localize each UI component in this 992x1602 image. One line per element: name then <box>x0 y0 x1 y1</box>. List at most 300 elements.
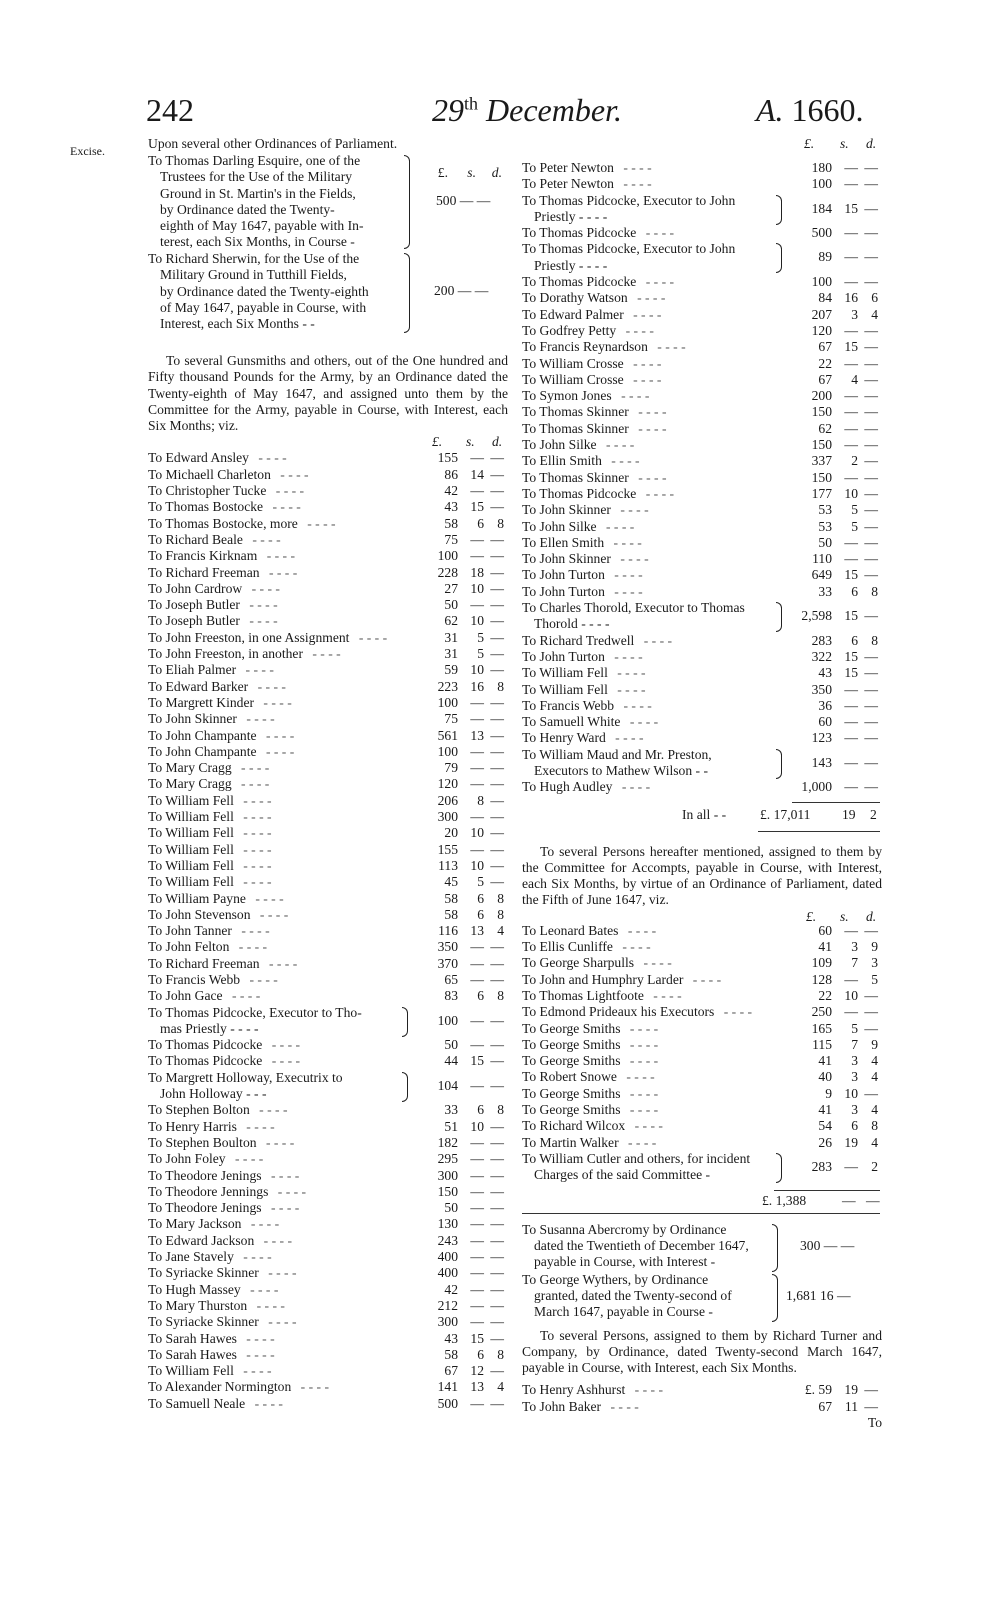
leader-dashes: - - - - <box>626 1020 659 1036</box>
entry-amount: 43 15 — <box>818 665 878 681</box>
leader-dashes: - - - - <box>297 1379 329 1395</box>
leader-dashes: - - - - <box>618 779 651 795</box>
entry-amount: 60 — — <box>818 714 878 730</box>
leader-dashes: - - - - <box>239 874 272 890</box>
payee-name: To Thomas Pidcocke <box>148 1053 263 1069</box>
leader-dashes: - - - - <box>620 697 652 713</box>
entry-line: To Thomas Pidcocke, Executor to John <box>522 241 736 257</box>
entry-line: To Richard Sherwin, for the Use of the <box>148 251 360 266</box>
ledger-row <box>148 891 508 907</box>
payee-name: To Godfrey Petty <box>522 322 617 338</box>
leader-dashes: - - - - <box>642 485 675 501</box>
ledger-row <box>148 581 508 597</box>
ledger-row <box>148 499 508 515</box>
entry-amount: 350 — — <box>437 939 504 955</box>
entry-line: by Ordinance dated the Twenty-eighth <box>160 283 369 299</box>
payee-name: To George Smiths <box>522 1102 621 1118</box>
leader-dashes: - - - - <box>607 453 640 469</box>
payee-name: To John Silke <box>522 518 597 534</box>
ledger-row <box>148 1037 508 1053</box>
payee-name: To Ellen Smith <box>522 534 605 550</box>
entry-amount: 50 — — <box>818 534 878 550</box>
leader-dashes: - - - - <box>248 531 281 547</box>
ordinance-sherwin-amount: 200 — — <box>434 283 489 298</box>
ledger-row <box>522 665 882 681</box>
entry-amount: £. 59 19 — <box>804 1382 878 1398</box>
date-day: 29 <box>432 92 464 128</box>
ledger-row <box>522 323 882 339</box>
left-col-heads: £. s. d. <box>432 434 503 450</box>
catchword: To <box>867 1415 882 1430</box>
entry-amount: 40 3 4 <box>818 1069 878 1085</box>
payee-name: To Sarah Hawes <box>148 1330 237 1346</box>
entry-amount: 62 10 — <box>444 613 504 629</box>
braced-entry <box>522 193 882 226</box>
ledger-row <box>522 274 882 290</box>
leader-dashes: - - - - <box>308 646 341 662</box>
payee-name: To William Crosse <box>522 355 624 371</box>
entry-line: payable in Course, with Interest - <box>534 1254 716 1270</box>
payee-name: To Martin Walker <box>522 1134 619 1150</box>
leader-dashes: - - - - <box>265 564 298 580</box>
ledger-row <box>148 1151 508 1167</box>
ledger-row <box>148 1216 508 1232</box>
payee-name: To John Skinner <box>522 551 611 567</box>
ledger-row <box>148 548 508 564</box>
entry-amount: 41 3 9 <box>818 939 878 955</box>
payee-name: To Edward Jackson <box>148 1232 255 1248</box>
ledger-row <box>148 956 508 972</box>
ledger-row <box>148 972 508 988</box>
entry-amount: 50 — — <box>444 597 504 613</box>
ledger-row <box>522 698 882 714</box>
payee-name: To Thomas Skinner <box>522 404 629 420</box>
right-col-heads: £. s. d. <box>804 136 877 151</box>
ledger-row <box>522 567 882 583</box>
entry-line: granted, dated the Twenty-second of <box>534 1287 732 1303</box>
entry-amount: 150 — — <box>811 469 878 485</box>
payee-name: To Stephen Bolton <box>148 1102 250 1118</box>
entry-line: Executors to Mathew Wilson - - <box>534 762 708 778</box>
entry-amount: 322 15 — <box>811 648 878 664</box>
entry-amount: 116 13 4 <box>438 923 504 939</box>
leader-dashes: - - - - <box>255 1102 288 1118</box>
leader-dashes: - - - - <box>239 841 272 857</box>
payee-name: To William Fell <box>148 809 234 825</box>
leader-dashes: - - - - <box>631 1118 663 1134</box>
payee-name: To Leonard Bates <box>522 922 619 938</box>
entry-amount: 300 — — <box>437 1167 504 1183</box>
leader-dashes: - - - - <box>239 1249 272 1265</box>
payee-name: To Dorathy Watson <box>522 290 628 306</box>
payee-name: To William Fell <box>148 841 234 857</box>
payee-name: To Thomas Pidcocke <box>522 274 637 290</box>
leader-dashes: - - - - <box>610 534 642 550</box>
ledger-row <box>148 630 508 646</box>
ledger-row <box>522 682 882 698</box>
ledger-row <box>148 1200 508 1216</box>
ledger-row <box>148 532 508 548</box>
payee-name: To Sarah Hawes <box>148 1346 237 1362</box>
leader-dashes: - - - - <box>610 583 643 599</box>
ledger-row <box>522 290 882 306</box>
leader-dashes: - - - - <box>640 632 673 648</box>
payee-name: To Thomas Pidcocke <box>148 1037 263 1053</box>
leader-dashes: - - - - <box>626 1102 659 1118</box>
payee-name: To Peter Newton <box>522 160 614 175</box>
braced-entry <box>522 600 882 633</box>
entry-amount: 58 6 8 <box>444 515 504 531</box>
ledger-row <box>148 1184 508 1200</box>
payee-name: To Alexander Normington <box>148 1379 292 1395</box>
leader-dashes: - - - - <box>355 629 388 645</box>
ledger-row <box>148 988 508 1004</box>
leader-dashes: - - - - <box>239 1363 272 1379</box>
payee-name: To Thomas Bostocke <box>148 499 264 515</box>
payee-name: To Edward Ansley <box>148 450 249 466</box>
leader-dashes: - - - - <box>602 437 635 453</box>
payee-name: To Richard Freeman <box>148 564 260 580</box>
entry-amount: 41 3 4 <box>818 1102 878 1118</box>
braced-entry <box>148 1070 508 1103</box>
payee-name: To Samuell White <box>522 714 621 730</box>
entry-line: of May 1647, payable in Course, with <box>160 299 367 315</box>
entry-amount: 100 — — <box>811 274 878 290</box>
leader-dashes: - - - - <box>242 1118 275 1134</box>
ledger-row <box>522 972 882 988</box>
leader-dashes: - - - - <box>267 1167 300 1183</box>
committee-paragraph: To several Persons hereafter mentioned, assigned to them by the Committee for Accompts, payable in Course, with Interest, each Six Months, by virtue of an Ordinance of Parliament, dated the Fifth of June 1647, viz. <box>522 843 882 908</box>
entry-amount: 228 18 — <box>437 564 504 580</box>
wythers-amount: 1,681 16 — <box>786 1287 851 1303</box>
entry-amount: 42 — — <box>444 483 504 499</box>
payee-name: To Peter Newton <box>522 176 614 192</box>
ordinance-sherwin <box>148 251 508 335</box>
entry-amount: 2,598 15 — <box>801 608 878 624</box>
entry-line: To William Cutler and others, for incident <box>522 1150 751 1166</box>
gunsmith-paragraph: To several Gunsmiths and others, out of the One hundred and Fifty thousand Pounds for the Army, by an Ordinance dated the Twenty-eighth of May 1647, and assigned unto them by the Committee for the Army, payable in Course, with Interest, each Six Months; viz. <box>148 353 508 434</box>
entry-amount: 9 10 — <box>825 1085 878 1101</box>
ledger-row <box>522 1399 882 1415</box>
ledger-row <box>522 779 882 795</box>
leader-dashes: - - - - <box>619 160 652 175</box>
payee-name: To William Fell <box>522 665 608 681</box>
leader-dashes: - - - - <box>260 694 292 710</box>
payee-name: To Thomas Skinner <box>522 420 629 436</box>
ledger-row <box>522 1382 882 1398</box>
year-value: 1660. <box>791 92 864 128</box>
entry-amount: 283 6 8 <box>811 632 878 648</box>
entry-line: To Thomas Darling Esquire, one of the <box>148 153 361 168</box>
payee-name: To Theodore Jenings <box>148 1167 262 1183</box>
leader-dashes: - - - - <box>253 1297 285 1313</box>
entry-amount: 59 10 — <box>444 662 504 678</box>
ledger-row <box>522 1053 882 1069</box>
entry-amount: 143 — — <box>811 754 878 770</box>
ledger-row <box>148 646 508 662</box>
in-all-total: In all - - £. 17,011 19 2 <box>682 806 877 822</box>
entry-amount: 58 6 8 <box>444 890 504 906</box>
ledger-row <box>148 695 508 711</box>
entry-line: To Margrett Holloway, Executrix to <box>148 1069 343 1085</box>
entry-amount: 100 — — <box>437 694 504 710</box>
ledger-row <box>148 1331 508 1347</box>
leader-dashes: - - - - <box>624 1134 657 1150</box>
leader-dashes: - - - - <box>689 971 722 987</box>
entry-amount: 337 2 — <box>811 453 878 469</box>
ledger-row <box>148 1102 508 1118</box>
payee-name: To Richard Freeman <box>148 955 260 971</box>
leader-dashes: - - - - <box>237 776 270 792</box>
entry-amount: 33 6 8 <box>818 583 878 599</box>
entry-amount: 350 — — <box>811 681 878 697</box>
leader-dashes: - - - - <box>262 727 295 743</box>
entry-amount: 86 14 — <box>444 466 504 482</box>
payee-name: To William Crosse <box>522 371 624 387</box>
left-column <box>148 136 508 1412</box>
ledger-row <box>148 1168 508 1184</box>
payee-name: To Thomas Lightfoote <box>522 987 644 1003</box>
payee-name: To Edward Palmer <box>522 306 624 322</box>
ledger-row <box>148 1053 508 1069</box>
ledger-row <box>148 1379 508 1395</box>
entry-amount: 243 — — <box>437 1232 504 1248</box>
leader-dashes: - - - - <box>629 306 662 322</box>
entry-line: To Susanna Abercromy by Ordinance <box>522 1221 727 1237</box>
payee-name: To William Fell <box>148 857 234 873</box>
leader-dashes: - - - - <box>242 1346 275 1362</box>
entry-line: dated the Twentieth of December 1647, <box>534 1237 749 1253</box>
ledger-row <box>148 923 508 939</box>
entry-amount: 500 — — <box>811 225 878 241</box>
entry-line: Thorold - - - - <box>534 616 610 632</box>
entry-line: To Thomas Pidcocke, Executor to John <box>522 192 736 208</box>
date-suffix: th <box>464 93 479 114</box>
entry-amount: 89 — — <box>818 249 878 265</box>
entry-line: Trustees for the Use of the Military <box>160 169 353 185</box>
entry-amount: 180 — — <box>811 160 878 175</box>
ledger-row <box>522 470 882 486</box>
ledger-row <box>148 565 508 581</box>
leader-dashes: - - - - <box>642 274 675 290</box>
leader-dashes: - - - - <box>247 1216 280 1232</box>
payee-name: To George Smiths <box>522 1085 621 1101</box>
entry-amount: 113 10 — <box>438 857 504 873</box>
leader-dashes: - - - - <box>231 1151 264 1167</box>
payee-name: To Mary Cragg <box>148 760 232 776</box>
leader-dashes: - - - - <box>607 1398 639 1414</box>
entry-line: To George Wythers, by Ordinance <box>522 1271 709 1287</box>
entry-amount: 43 15 — <box>444 1330 504 1346</box>
leader-dashes: - - - - <box>242 711 275 727</box>
leader-dashes: - - - - <box>634 404 667 420</box>
entry-amount: 109 7 3 <box>811 955 878 971</box>
leader-dashes: - - - - <box>610 648 643 664</box>
turner-paragraph: To several Persons, assigned to them by Richard Turner and Company, by Ordinance, dated Twenty-second March 1647, payable in Course, with Interest, each Six Months. <box>522 1327 882 1376</box>
payee-name: To Thomas Bostocke, more <box>148 515 298 531</box>
ledger-row <box>522 372 882 388</box>
ledger-row <box>522 1037 882 1053</box>
entry-amount: 400 — — <box>437 1249 504 1265</box>
leader-dashes: - - - - <box>237 923 270 939</box>
payee-name: To Michaell Charleton <box>148 466 271 482</box>
ledger-row <box>148 939 508 955</box>
payee-name: To George Sharpulls <box>522 955 635 971</box>
payee-name: To John Skinner <box>148 711 237 727</box>
leader-dashes: - - - - <box>254 678 286 694</box>
payee-name: To Francis Kirknam <box>148 548 258 564</box>
leader-dashes: - - - - <box>616 551 649 567</box>
ledger-row <box>148 793 508 809</box>
ledger-row <box>148 711 508 727</box>
entry-line: To Thomas Pidcocke, Executor to Tho- <box>148 1004 362 1020</box>
entry-amount: 115 7 9 <box>812 1036 878 1052</box>
leader-dashes: - - - - <box>303 515 336 531</box>
leader-dashes: - - - - <box>239 825 272 841</box>
ledger-row <box>148 907 508 923</box>
entry-amount: 1,000 — — <box>801 779 878 795</box>
entry-amount: 62 — — <box>818 420 878 436</box>
leader-dashes: - - - - <box>633 290 666 306</box>
payee-name: To Henry Ashhurst <box>522 1382 626 1398</box>
ledger-row <box>148 1135 508 1151</box>
page-date <box>432 92 622 129</box>
ledger-row <box>522 307 882 323</box>
ledger-row <box>148 760 508 776</box>
ledger-row <box>522 356 882 372</box>
ledger-row <box>522 453 882 469</box>
entry-amount: 26 19 4 <box>818 1134 878 1150</box>
page-number: 242 <box>146 92 194 128</box>
entry-amount: 36 — — <box>818 697 878 713</box>
payee-name: To Thomas Pidcocke <box>522 485 637 501</box>
payee-name: To Christopher Tucke <box>148 483 267 499</box>
entry-amount: 67 4 — <box>818 371 878 387</box>
payee-name: To Symon Jones <box>522 388 612 404</box>
ledger-row <box>148 1396 508 1412</box>
ledger-row <box>522 1118 882 1134</box>
entry-amount: 155 — — <box>437 450 504 466</box>
entry-amount: 50 — — <box>444 1200 504 1216</box>
entry-amount: 100 — — <box>437 743 504 759</box>
entry-amount: 141 13 4 <box>437 1379 504 1395</box>
entry-amount: 295 — — <box>437 1151 504 1167</box>
entry-amount: 45 5 — <box>444 874 504 890</box>
entry-amount: 100 — — <box>437 1012 504 1028</box>
leader-dashes: - - - - <box>272 483 305 499</box>
ledger-row <box>148 825 508 841</box>
wythers-entry <box>522 1272 882 1322</box>
payee-name: To John Freeston, in another <box>148 646 303 662</box>
ledger-row <box>148 1233 508 1249</box>
leader-dashes: - - - - <box>649 987 682 1003</box>
payee-name: To William Fell <box>148 1363 234 1379</box>
entry-amount: 300 — — <box>437 809 504 825</box>
braced-entry <box>522 241 882 274</box>
payee-name: To Mary Jackson <box>148 1216 242 1232</box>
payee-name: To Hugh Audley <box>522 779 613 795</box>
entry-amount: 79 — — <box>444 760 504 776</box>
entry-amount: 31 5 — <box>444 629 504 645</box>
leader-dashes: - - - - <box>265 955 298 971</box>
payee-name: To John Turton <box>522 583 605 599</box>
entry-amount: 300 — — <box>437 1314 504 1330</box>
ledger-row <box>522 714 882 730</box>
payee-name: To Joseph Butler <box>148 613 240 629</box>
ledger-row <box>522 535 882 551</box>
braced-entry <box>522 747 882 780</box>
entry-line: eighth of May 1647, payable with In- <box>160 218 364 234</box>
entry-amount: 370 — — <box>437 955 504 971</box>
entry-amount: 130 — — <box>437 1216 504 1232</box>
payee-name: To John Turton <box>522 648 605 664</box>
payee-name: To Margrett Kinder <box>148 694 255 710</box>
entry-amount: 84 16 6 <box>818 290 878 306</box>
entry-line: terest, each Six Months, in Course - <box>160 234 355 250</box>
payee-name: To John Gace <box>148 988 223 1004</box>
leader-dashes: - - - - <box>239 809 272 825</box>
payee-name: To George Smiths <box>522 1020 621 1036</box>
entry-amount: 212 — — <box>437 1297 504 1313</box>
ordinance-darling-amount: 500 — — <box>436 193 491 208</box>
entry-line: Charges of the said Committee - <box>534 1167 711 1183</box>
leader-dashes: - - - - <box>634 420 667 436</box>
payee-name: To Francis Webb <box>148 971 241 987</box>
leader-dashes: - - - - <box>634 469 667 485</box>
ledger-row <box>148 1249 508 1265</box>
leader-dashes: - - - - <box>245 597 278 613</box>
payee-name: To Edward Barker <box>148 678 249 694</box>
date-month: December. <box>486 92 622 128</box>
entry-amount: 400 — — <box>437 1265 504 1281</box>
payee-name: To John Champante <box>148 727 257 743</box>
payee-name: To John Turton <box>522 567 605 583</box>
leader-dashes: - - - - <box>251 890 284 906</box>
payee-name: To John and Humphry Larder <box>522 971 684 987</box>
leader-dashes: - - - - <box>242 1330 275 1346</box>
entry-amount: 561 13 — <box>437 727 504 743</box>
ledger-row <box>522 404 882 420</box>
payee-name: To Stephen Boulton <box>148 1134 257 1150</box>
leader-dashes: - - - - <box>631 1382 663 1398</box>
payee-name: To Syriacke Skinner <box>148 1265 259 1281</box>
leader-dashes: - - - - <box>263 548 295 564</box>
entry-amount: 200 — — <box>811 388 878 404</box>
ledger-row <box>522 649 882 665</box>
payee-name: To William Fell <box>522 681 608 697</box>
entry-amount: 649 15 — <box>811 567 878 583</box>
entry-amount: 33 6 8 <box>444 1102 504 1118</box>
ledger-row <box>148 679 508 695</box>
payee-name: To William Fell <box>148 825 234 841</box>
year-prefix: A. <box>756 92 784 128</box>
entry-amount: 128 — 5 <box>811 971 878 987</box>
leader-dashes: - - - - <box>262 1134 295 1150</box>
payee-name: To Francis Webb <box>522 697 615 713</box>
ledger-row <box>148 662 508 678</box>
payee-name: To Henry Ward <box>522 730 606 746</box>
payee-name: To John Cardrow <box>148 580 243 596</box>
payee-name: To John Foley <box>148 1151 226 1167</box>
entry-amount: 60 — — <box>818 922 878 938</box>
payee-name: To Mary Cragg <box>148 776 232 792</box>
payee-name: To Thomas Pidcocke <box>522 225 637 241</box>
leader-dashes: - - - - <box>626 714 659 730</box>
entry-line: Military Ground in Tutthill Fields, <box>160 267 347 283</box>
entry-amount: 42 — — <box>444 1281 504 1297</box>
ledger-row <box>148 744 508 760</box>
entry-amount: 51 10 — <box>444 1118 504 1134</box>
